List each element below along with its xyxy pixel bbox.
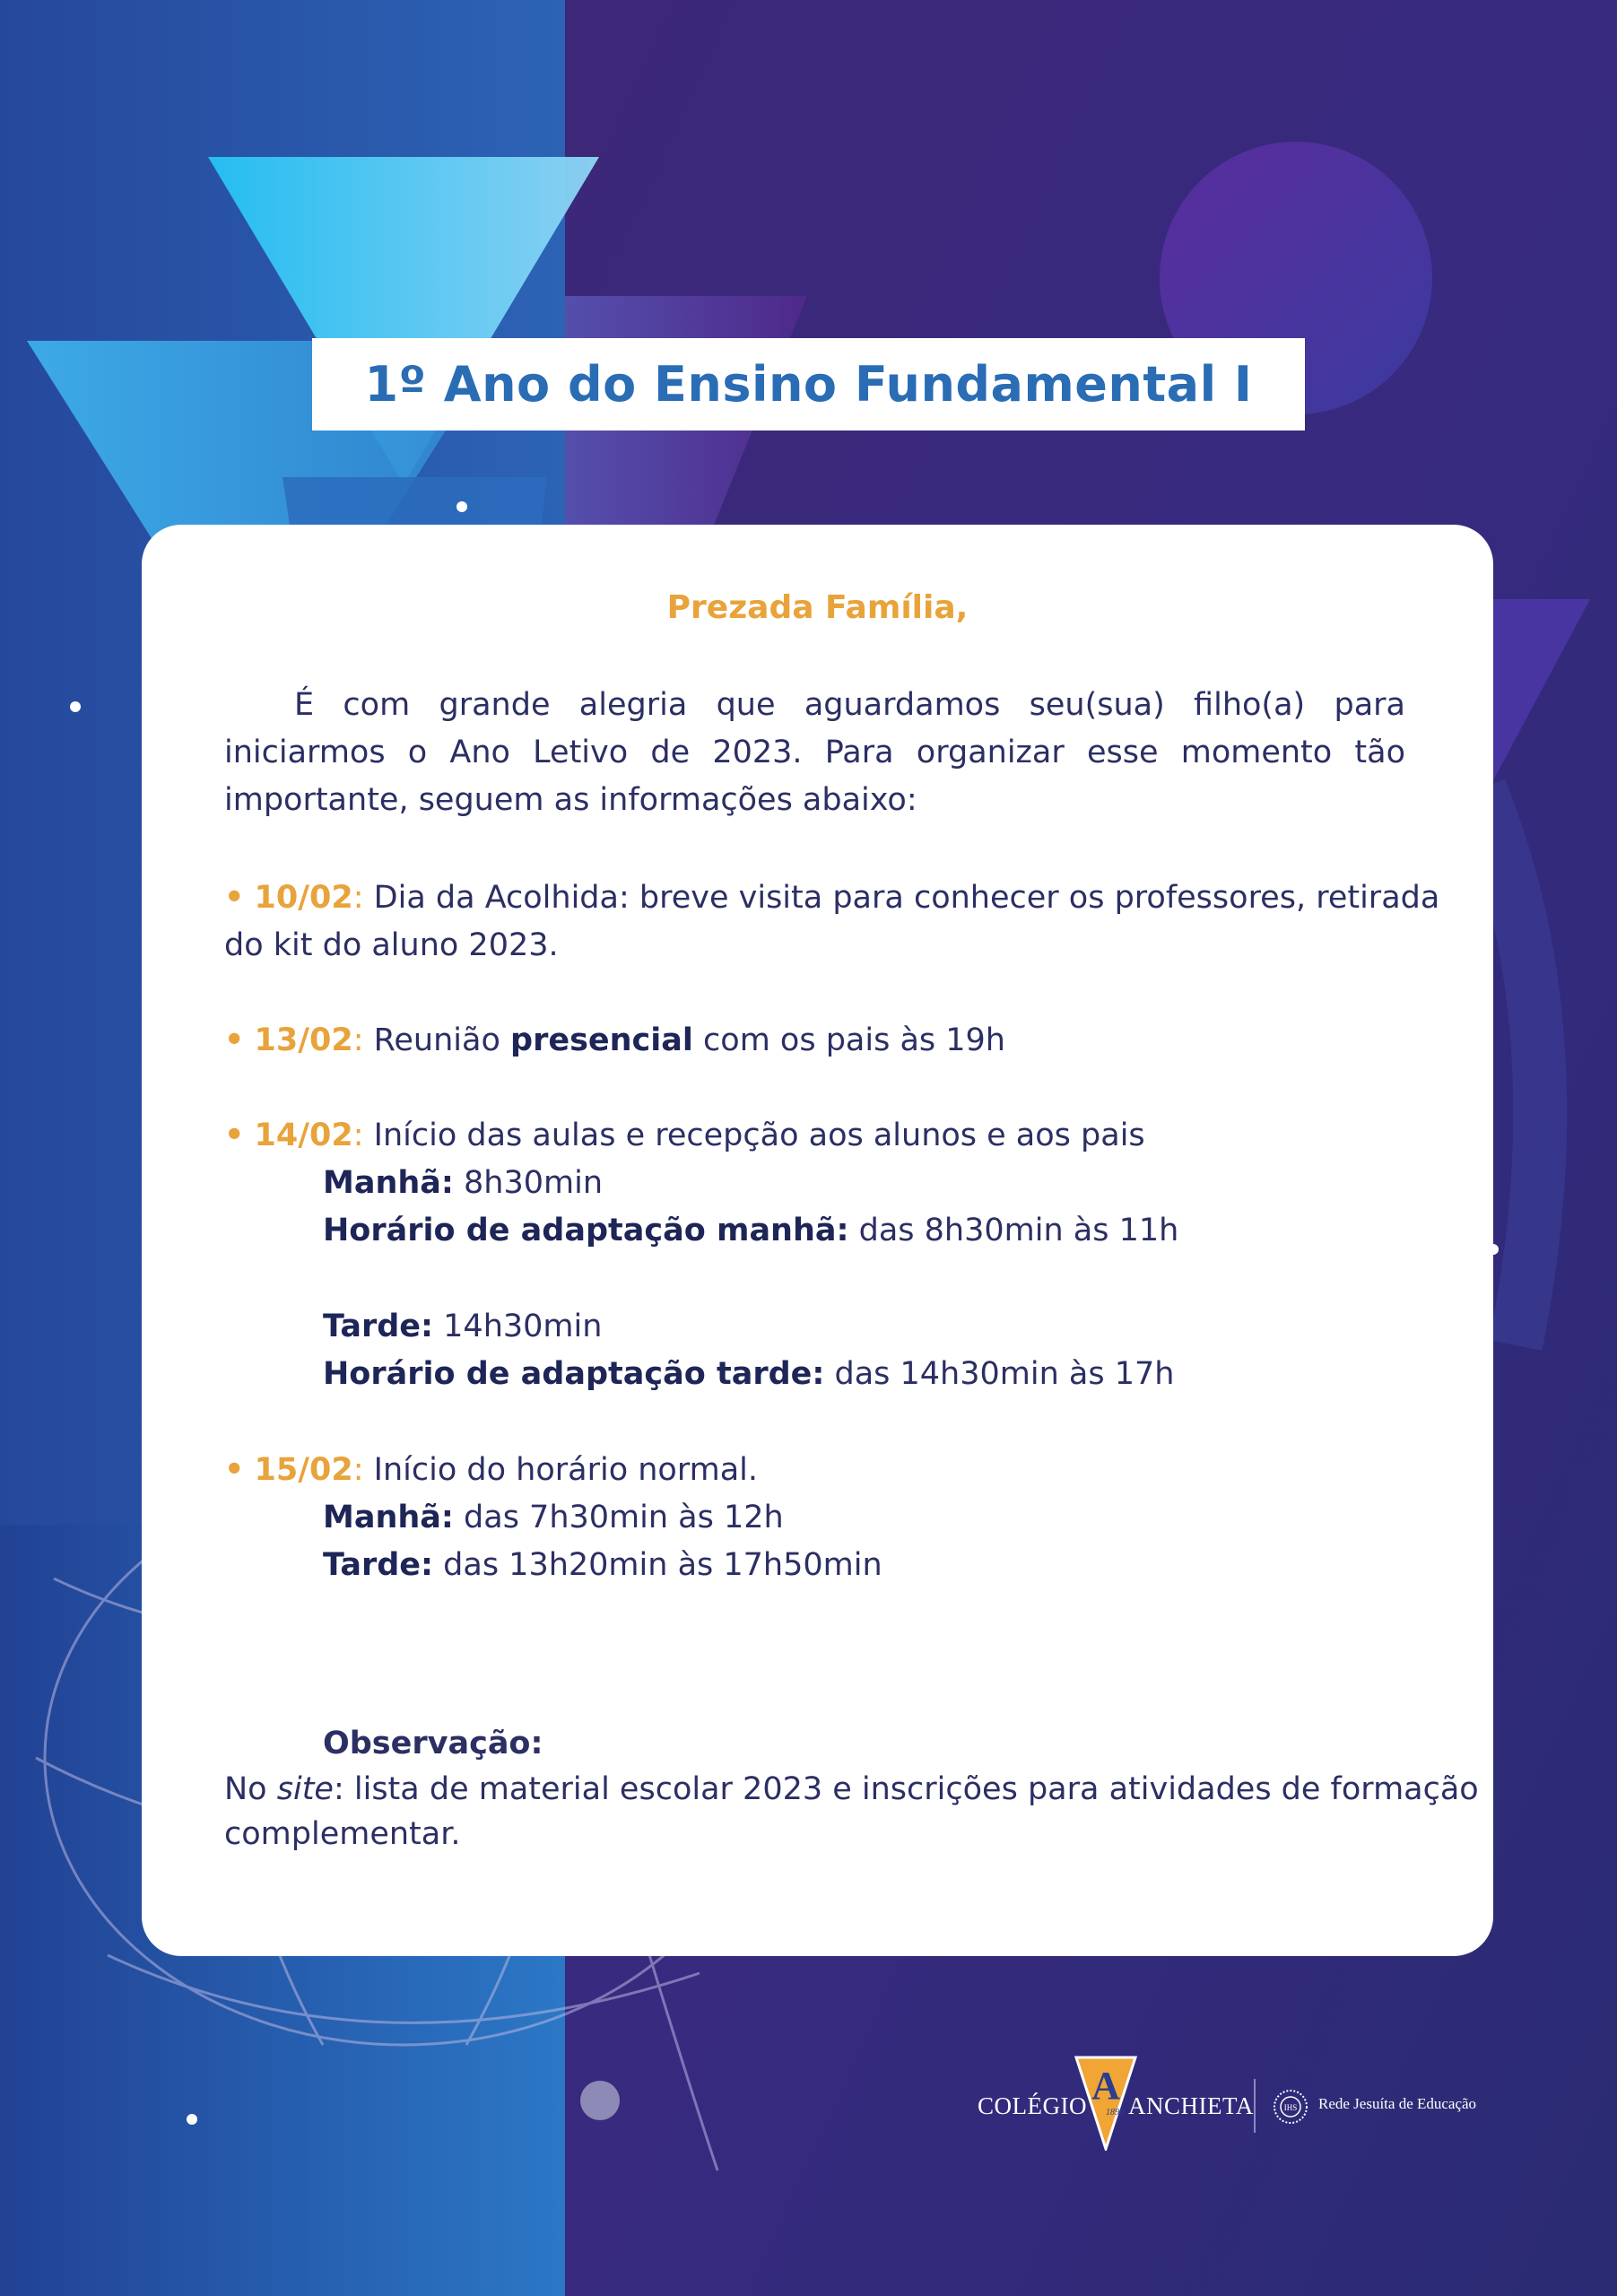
page-title: 1º Ano do Ensino Fundamental I [364, 356, 1253, 413]
detail-line [323, 1303, 602, 1350]
detail-label: Manhã: [323, 1165, 454, 1201]
bullet-icon: • [224, 1452, 245, 1488]
item-text: Reunião [373, 1022, 511, 1058]
observation-site-word: site [276, 1771, 334, 1807]
intro-paragraph [224, 682, 1405, 824]
detail-value: das 8h30min às 11h [848, 1213, 1179, 1248]
observation-body: : lista de material escolar 2023 e inscrições para atividades de formação [333, 1771, 1479, 1807]
detail-label: Horário de adaptação tarde: [323, 1356, 825, 1392]
detail-value: 8h30min [453, 1165, 604, 1201]
logo-anchieta-text: ANCHIETA [1128, 2092, 1254, 2119]
bullet-icon: • [224, 1118, 245, 1153]
intro-text: É com grande alegria que aguardamos seu(sua) filho(a) para iniciarmos o Ano Letivo de 2023. Para organizar esse momento tão importante, seguem as informações abaixo: [224, 687, 1405, 818]
footer-logos [978, 2054, 1480, 2161]
item-text-bold: presencial [510, 1022, 693, 1058]
logo-letter: A [1091, 2064, 1120, 2108]
bullet-icon: • [224, 880, 245, 916]
item-date: 14/02 [254, 1118, 353, 1153]
detail-line [323, 1207, 1178, 1254]
detail-line [323, 1494, 784, 1541]
detail-line [323, 1351, 1174, 1397]
list-item: • 13/02: Reunião presencial com os pais às 19h [224, 1022, 1005, 1058]
list-item: • 15/02: Início do horário normal. [224, 1452, 758, 1488]
list-item: • 10/02: Dia da Acolhida: breve visita para conhecer os professores, retirada [224, 880, 1440, 916]
letter-card [142, 525, 1493, 1956]
observation-text [224, 1766, 1479, 1813]
detail-label: Tarde: [323, 1547, 434, 1583]
greeting: Prezada Família, [666, 589, 969, 626]
seal-text: IHS [1283, 2103, 1298, 2112]
detail-line [323, 1542, 882, 1588]
detail-label: Horário de adaptação manhã: [323, 1213, 849, 1248]
detail-value: 14h30min [433, 1309, 603, 1344]
detail-label: Tarde: [323, 1309, 434, 1344]
item-text: Início das aulas e recepção aos alunos e aos pais [373, 1118, 1145, 1153]
item-date: 10/02 [254, 880, 353, 916]
item-text: Início do horário normal. [373, 1452, 758, 1488]
detail-label: Manhã: [323, 1500, 454, 1535]
logo-year: 1890 [1106, 2108, 1124, 2118]
detail-value: das 14h30min às 17h [824, 1356, 1175, 1392]
logo-colegio-text: COLÉGIO [978, 2092, 1087, 2119]
item-text-continued: do kit do aluno 2023. [224, 927, 559, 963]
jesuit-seal-icon [1272, 2088, 1309, 2126]
rede-jesuita-text: Rede Jesuíta de Educação [1318, 2095, 1477, 2112]
list-item: • 14/02: Início das aulas e recepção aos alunos e aos pais [224, 1118, 1145, 1153]
item-date: 13/02 [254, 1022, 353, 1058]
observation-label: Observação: [323, 1726, 543, 1761]
bullet-icon: • [224, 1022, 245, 1058]
item-text-end: com os pais às 19h [692, 1022, 1005, 1058]
title-banner [312, 338, 1305, 430]
logo-divider [1254, 2079, 1256, 2133]
detail-value: das 13h20min às 17h50min [433, 1547, 882, 1583]
detail-line [323, 1160, 603, 1206]
detail-value: das 7h30min às 12h [453, 1500, 784, 1535]
observation-pre: No [224, 1771, 277, 1807]
item-date: 15/02 [254, 1452, 353, 1488]
item-text: Dia da Acolhida: breve visita para conhecer os professores, retirada [373, 880, 1440, 916]
observation-text-continued: complementar. [224, 1816, 461, 1852]
